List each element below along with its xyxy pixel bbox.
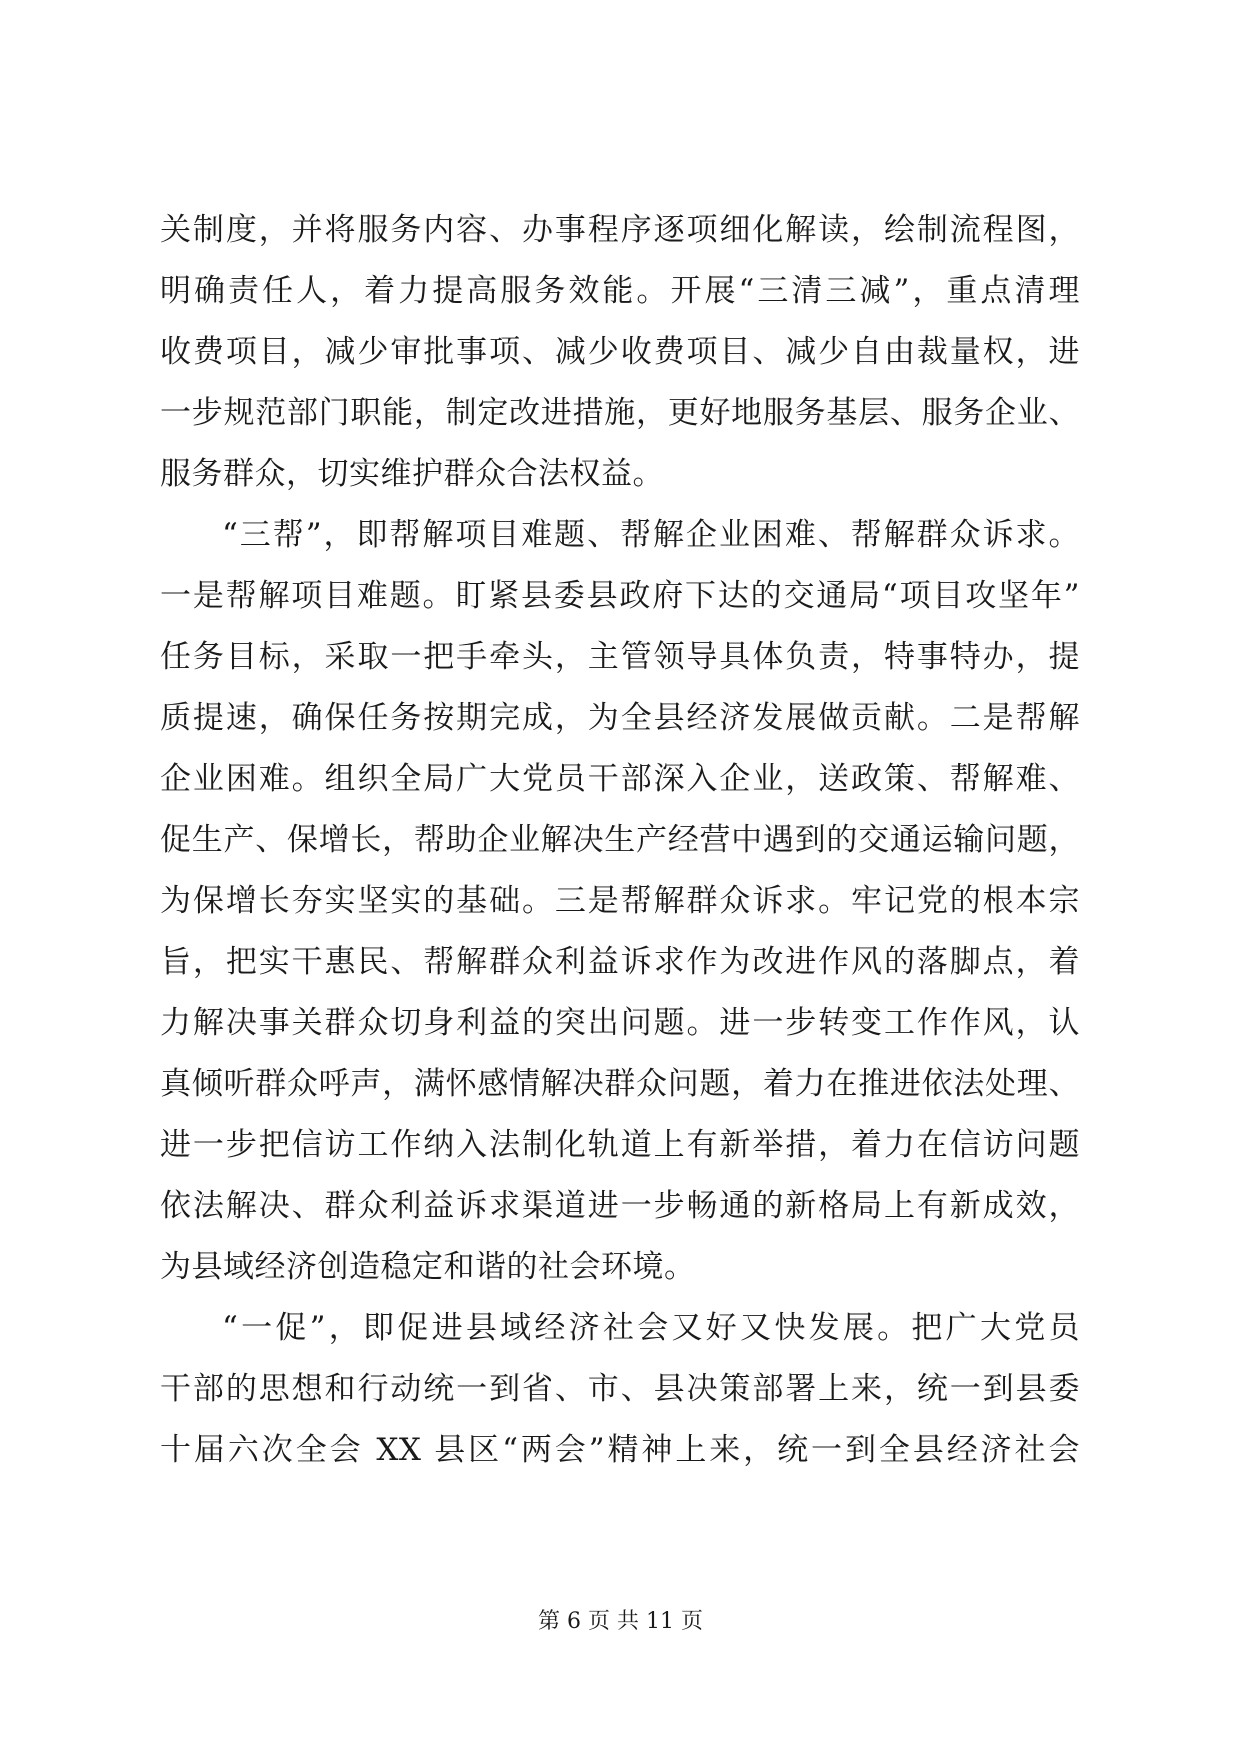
text-line: 任务目标，采取一把手牵头，主管领导具体负责，特事特办，提 [160,639,1080,675]
text-line: 促生产、保增长，帮助企业解决生产经营中遇到的交通运输问题， [160,822,1080,858]
text-line: 一是帮解项目难题。盯紧县委县政府下达的交通局“项目攻坚年” [160,578,1080,614]
text-line: 明确责任人，着力提高服务效能。开展“三清三减”，重点清理 [160,273,1080,309]
text-line: 力解决事关群众切身利益的突出问题。进一步转变工作作风，认 [160,1005,1080,1041]
text-line: 真倾听群众呼声，满怀感情解决群众问题，着力在推进依法处理、 [160,1066,1080,1102]
paragraph-1 [160,200,1080,505]
paragraph-2 [160,505,1080,1298]
text-line: “一促”，即促进县域经济社会又好又快发展。把广大党员 [222,1310,1080,1346]
text-line: 旨，把实干惠民、帮解群众利益诉求作为改进作风的落脚点，着 [160,944,1080,980]
text-line: 依法解决、群众利益诉求渠道进一步畅通的新格局上有新成效， [160,1188,1080,1224]
text-line: 服务群众，切实维护群众合法权益。 [160,456,664,492]
page-number-footer: 第 6 页 共 11 页 [538,1609,703,1634]
text-line: 关制度，并将服务内容、办事程序逐项细化解读，绘制流程图， [160,212,1080,248]
text-line: 进一步把信访工作纳入法制化轨道上有新举措，着力在信访问题 [160,1127,1080,1163]
text-line: 企业困难。组织全局广大党员干部深入企业，送政策、帮解难、 [160,761,1080,797]
text-line: 一步规范部门职能，制定改进措施，更好地服务基层、服务企业、 [160,395,1080,431]
text-line: 为保增长夯实坚实的基础。三是帮解群众诉求。牢记党的根本宗 [160,883,1080,919]
text-line: “三帮”，即帮解项目难题、帮解企业困难、帮解群众诉求。 [222,517,1080,553]
text-line: 收费项目，减少审批事项、减少收费项目、减少自由裁量权，进 [160,334,1080,370]
text-line: 十届六次全会 XX 县区“两会”精神上来，统一到全县经济社会 [160,1432,1080,1468]
text-line: 质提速，确保任务按期完成，为全县经济发展做贡献。二是帮解 [160,700,1080,736]
paragraph-3 [160,1298,1080,1481]
document-body [160,200,1080,1481]
text-line: 为县域经济创造稳定和谐的社会环境。 [160,1249,696,1285]
text-line: 干部的思想和行动统一到省、市、县决策部署上来，统一到县委 [160,1371,1080,1407]
